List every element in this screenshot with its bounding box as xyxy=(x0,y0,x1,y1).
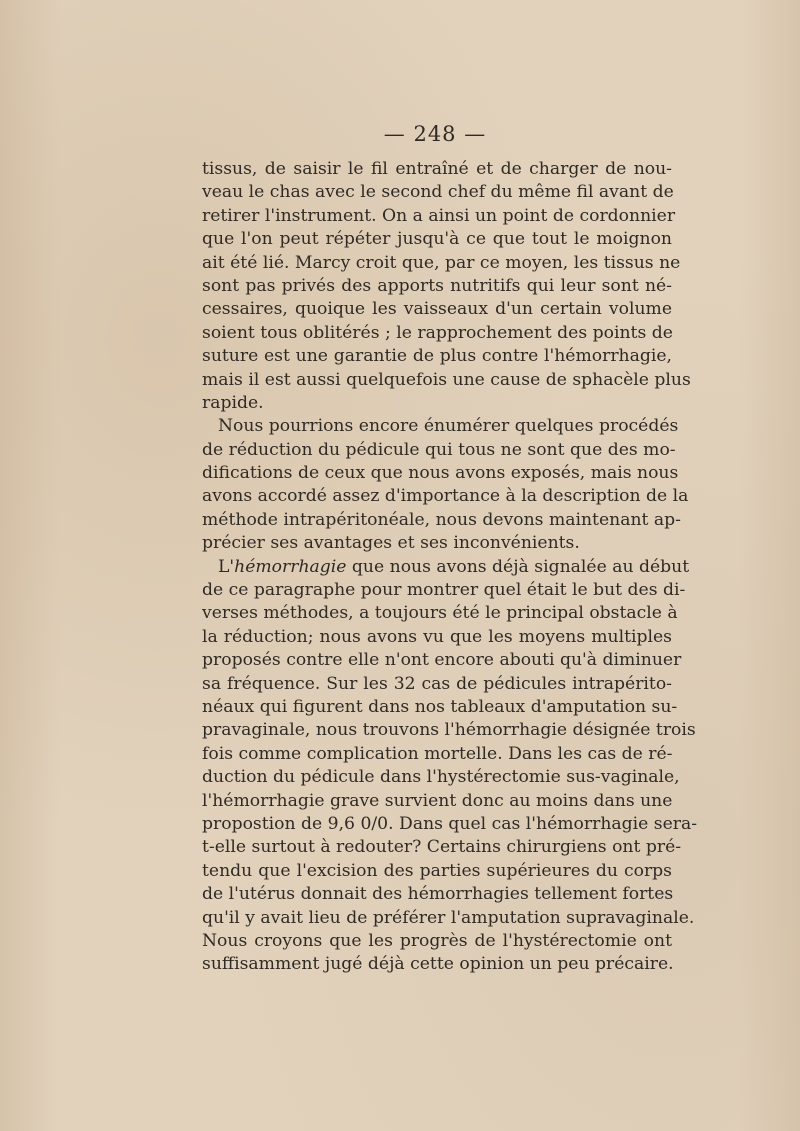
text-line: sa fréquence. Sur les 32 cas de pédicules intrapérito- xyxy=(202,673,672,694)
text-line: Nous pourrions encore énumérer quelques procédés xyxy=(218,416,679,437)
text-line: verses méthodes, a toujours été le principal obstacle à xyxy=(202,603,678,624)
text-segment: que nous avons déjà signalée au début xyxy=(346,556,690,577)
text-line: soient tous oblitérés ; le rapprochement des points de xyxy=(202,322,673,343)
text-line: méthode intrapéritonéale, nous devons maintenant ap- xyxy=(202,509,681,530)
text-line: de l'utérus donnait des hémorrhagies tellement fortes xyxy=(202,884,674,905)
text-line: l'hémorrhagie grave survient donc au moins dans une xyxy=(202,790,673,811)
text-line: t-elle surtout à redouter? Certains chirurgiens ont pré- xyxy=(202,837,682,858)
text-line: de réduction du pédicule qui tous ne sont que des mo- xyxy=(202,439,676,460)
text-line xyxy=(202,556,690,579)
text-line: proposés contre elle n'ont encore abouti qu'à diminuer xyxy=(202,650,682,671)
text-line: tissus, de saisir le fil entraîné et de charger de nou- xyxy=(202,159,672,179)
text-line: mais il est aussi quelquefois une cause de sphacèle plus xyxy=(202,369,691,390)
text-line: suture est une garantie de plus contre l'hémorrhagie, xyxy=(202,346,672,367)
text-line: suffisamment jugé déjà cette opinion un peu précaire. xyxy=(202,954,674,975)
text-line: retirer l'instrument. On a ainsi un point de cordonnier xyxy=(202,205,676,226)
text-line: Nous croyons que les progrès de l'hystérectomie ont xyxy=(202,930,672,951)
text-line: néaux qui figurent dans nos tableaux d'amputation su- xyxy=(202,696,678,717)
text-line: précier ses avantages et ses inconvénients. xyxy=(202,533,580,554)
italic-term: hémorrhagie xyxy=(234,556,347,577)
text-line: qu'il y avait lieu de préférer l'amputation supravaginale. xyxy=(202,907,695,928)
text-line: de ce paragraphe pour montrer quel était le but des di- xyxy=(202,580,686,601)
text-line: difications de ceux que nous avons exposés, mais nous xyxy=(202,463,679,484)
text-line: ait été lié. Marcy croit que, par ce moyen, les tissus ne xyxy=(202,252,681,273)
text-line: sont pas privés des apports nutritifs qui leur sont né- xyxy=(202,275,672,296)
page-number: — 248 — xyxy=(383,122,487,146)
body-text xyxy=(202,158,698,977)
text-line: duction du pédicule dans l'hystérectomie sus-vaginale, xyxy=(202,767,680,788)
text-line: cessaires, quoique les vaisseaux d'un certain volume xyxy=(202,299,672,320)
text-line: fois comme complication mortelle. Dans les cas de ré- xyxy=(202,743,673,764)
text-line: que l'on peut répéter jusqu'à ce que tout le moignon xyxy=(202,229,672,250)
text-line: propostion de 9,6 0/0. Dans quel cas l'hémorrhagie sera- xyxy=(202,813,698,834)
text-line: la réduction; nous avons vu que les moyens multiples xyxy=(202,626,672,647)
text-segment: L' xyxy=(218,556,235,577)
text-line: avons accordé assez d'importance à la description de la xyxy=(202,486,689,507)
text-line: veau le chas avec le second chef du même fil avant de xyxy=(202,182,674,203)
text-line: pravaginale, nous trouvons l'hémorrhagie désignée trois xyxy=(202,720,696,741)
text-line: tendu que l'excision des parties supérieures du corps xyxy=(202,860,672,881)
text-line: rapide. xyxy=(202,392,264,413)
